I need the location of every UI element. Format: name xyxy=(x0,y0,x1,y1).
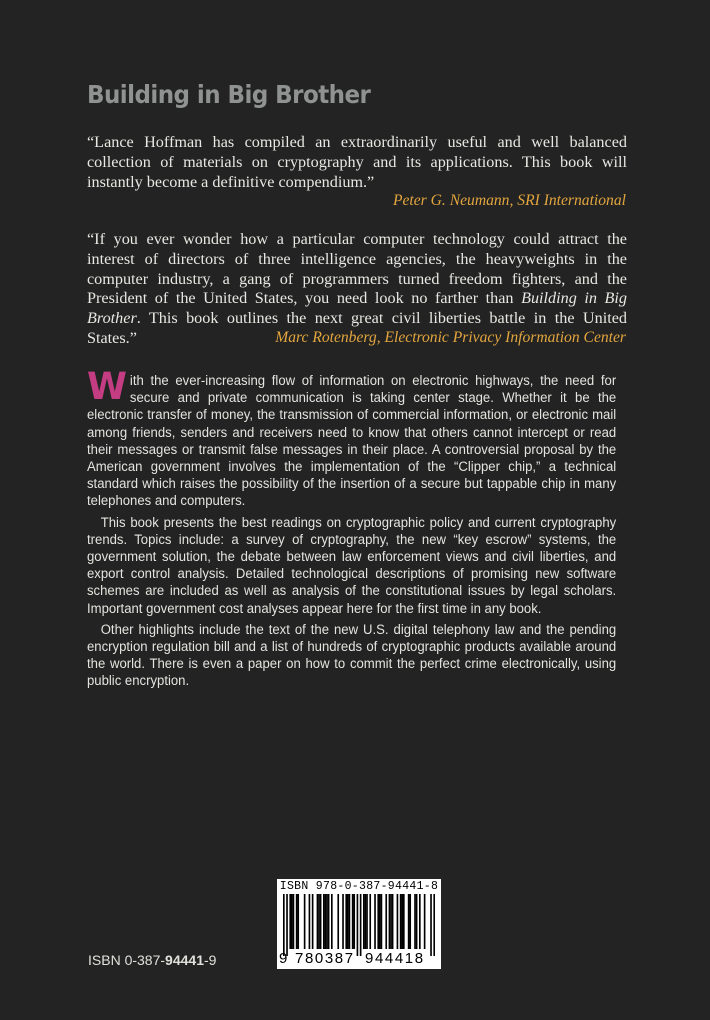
review-quote-2-book-title: Building in Big Brother xyxy=(87,289,627,328)
barcode-bar xyxy=(345,894,347,949)
description-paragraph-1-text: ith the ever-increasing flow of information on electronic highways, the need for secure and private communication is taking center stage. Whether it be the electronic transfer of money, the transmission of commercial information, or electronic mail among friends, senders and receivers need to know that others cannot intercept or read their messages or transmit false messages in their place. A controversial proposal by the American government involves the implementation of the “Clipper chip,” a technical standard which raises the possibility of the insertion of a secure but tappable chip in many telephones and computers. xyxy=(87,373,617,509)
barcode-bar xyxy=(331,894,333,949)
barcode-bar xyxy=(352,894,354,949)
isbn-prefix: ISBN 0-387- xyxy=(88,952,166,968)
description-paragraph-2: This book presents the best readings on cryptographic policy and current cryptography trends. Topics include: a survey of cryptography, the new “key escrow” systems, the government solution, the debate between law enforcement views and civil liberties, and export control analysis. Detailed technological descriptions of promising new software schemes are included as well as analysis of the constitutional issues by legal scholars. Important government cost analyses appear here for the first time in any book. xyxy=(87,514,617,616)
barcode-bar xyxy=(397,894,399,949)
barcode-bar xyxy=(363,894,365,949)
barcode-bar xyxy=(320,894,322,949)
barcode-bar xyxy=(389,894,391,949)
barcode-guard-bar xyxy=(357,894,359,956)
barcode-digits-left: 780387 xyxy=(295,950,355,967)
barcode xyxy=(277,879,441,969)
barcode-isbn-text: ISBN 978-0-387-94441-8 xyxy=(279,880,439,893)
barcode-bar xyxy=(297,894,299,949)
drop-cap: W xyxy=(87,365,127,408)
review-quote-2-text-end: . This book outlines the next great civil liberties battle in the United States.” xyxy=(87,309,627,347)
barcode-digits-right: 944418 xyxy=(365,950,425,967)
barcode-bar xyxy=(401,894,403,949)
barcode-bar xyxy=(385,894,387,949)
barcode-bar xyxy=(312,894,314,949)
isbn-label xyxy=(88,952,216,968)
isbn-bold-part: 94441 xyxy=(165,952,204,968)
barcode-bar xyxy=(392,894,394,949)
barcode-bar xyxy=(304,894,306,949)
barcode-bar xyxy=(349,894,351,949)
barcode-bar xyxy=(296,894,298,949)
barcode-bar xyxy=(289,894,291,949)
description-paragraph-3: Other highlights include the text of the new U.S. digital telephony law and the pending encryption regulation bill and a list of hundreds of cryptographic products available around the world. There is even a paper on how to commit the perfect crime electronically, using public encryption. xyxy=(87,621,617,689)
barcode-bar xyxy=(369,894,371,949)
barcode-bar xyxy=(366,894,368,949)
barcode-bar xyxy=(342,894,344,949)
barcode-bar xyxy=(353,894,355,949)
barcode-bar xyxy=(419,894,421,949)
barcode-bar xyxy=(328,894,330,949)
barcode-bar xyxy=(291,894,293,949)
book-description xyxy=(87,365,617,694)
barcode-bar xyxy=(293,894,295,949)
book-title: Building in Big Brother xyxy=(87,80,371,109)
barcode-bar xyxy=(381,894,383,949)
barcode-bar xyxy=(309,894,311,949)
barcode-bar xyxy=(317,894,319,949)
barcode-guard-bar xyxy=(430,894,432,956)
barcode-bar xyxy=(409,894,411,949)
barcode-bar xyxy=(403,894,405,949)
barcode-guard-bar xyxy=(360,894,362,956)
barcode-bar xyxy=(408,894,410,949)
barcode-bar xyxy=(325,894,327,949)
review-quote-1: “Lance Hoffman has compiled an extraordinarily useful and well balanced collection of materials on cryptography and its applications. This book will instantly become a definitive compendium.” xyxy=(87,133,627,191)
review-quote-2-text: “If you ever wonder how a particular computer technology could attract the interest of directors of three intelligence agencies, the heavyweights in the computer industry, a gang of programmers turned freedom fighters, and the President of the United States, you need look no farther than xyxy=(87,230,627,308)
barcode-bar xyxy=(347,894,349,949)
barcode-bar xyxy=(337,894,339,949)
barcode-bars xyxy=(283,894,435,956)
description-paragraph-1 xyxy=(87,365,617,510)
review-attribution-2: Marc Rotenberg, Electronic Privacy Information Center xyxy=(275,329,626,346)
barcode-bar xyxy=(318,894,320,949)
barcode-bar xyxy=(365,894,367,949)
review-attribution-1: Peter G. Neumann, SRI International xyxy=(392,192,626,209)
barcode-bar xyxy=(326,894,328,949)
barcode-bar xyxy=(400,894,402,949)
barcode-digit-first: 9 xyxy=(279,950,288,967)
barcode-guard-bar xyxy=(286,894,288,956)
barcode-bar xyxy=(390,894,392,949)
barcode-bar xyxy=(374,894,376,949)
barcode-bar xyxy=(424,894,426,949)
barcode-guard-bar xyxy=(283,894,285,956)
barcode-bar xyxy=(414,894,416,949)
barcode-bar xyxy=(323,894,325,949)
barcode-bar xyxy=(379,894,381,949)
isbn-suffix: -9 xyxy=(203,952,217,968)
barcode-guard-bar xyxy=(433,894,435,956)
barcode-bar xyxy=(416,894,418,949)
barcode-bar xyxy=(377,894,379,949)
